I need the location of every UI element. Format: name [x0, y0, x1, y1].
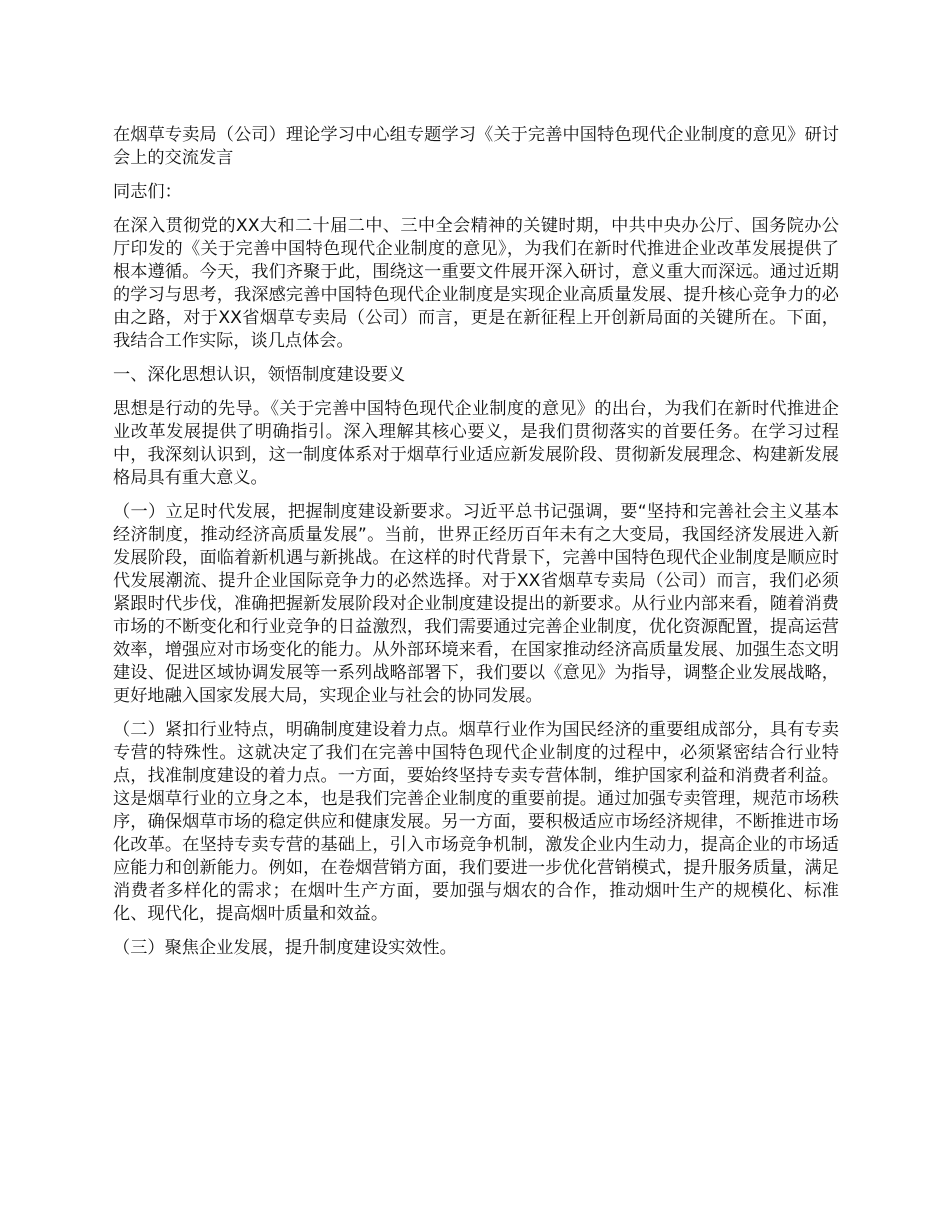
- paragraph-section-1: 思想是行动的先导。《关于完善中国特色现代企业制度的意见》的出台，为我们在新时代推进企业改革发展提供了明确指引。深入理解其核心要义，是我们贯彻落实的首要任务。在学习过程中，我深刻认识到，这一制度体系对于烟草行业适应新发展阶段、贯彻新发展理念、构建新发展格局具有重大意义。: [113, 399, 839, 488]
- paragraph-subsection-1: （一）立足时代发展，把握制度建设新要求。习近平总书记强调，要“坚持和完善社会主义基本经济制度，推动经济高质量发展”。当前，世界正经历百年未有之大变局，我国经济发展进入新发展阶段，面临着新机遇与新挑战。在这样的时代背景下，完善中国特色现代企业制度是顺应时代发展潮流、提升企业国际竞争力的必然选择。对于XX省烟草专卖局（公司）而言，我们必须紧跟时代步伐，准确把握新发展阶段对企业制度建设提出的新要求。从行业内部来看，随着消费市场的不断变化和行业竞争的日益激烈，我们需要通过完善企业制度，优化资源配置，提高运营效率，增强应对市场变化的能力。从外部环境来看，在国家推动经济高质量发展、加强生态文明建设、促进区域协调发展等一系列战略部署下，我们要以《意见》为指导，调整企业发展战略，更好地融入国家发展大局，实现企业与社会的协同发展。: [113, 502, 839, 706]
- paragraph-subsection-3: （三）聚焦企业发展，提升制度建设实效性。: [113, 938, 457, 958]
- paragraph-intro: 在深入贯彻党的XX大和二十届二中、三中全会精神的关键时期，中共中央办公厅、国务院办公厅印发的《关于完善中国特色现代企业制度的意见》，为我们在新时代推进企业改革发展提供了根本遵循。今天，我们齐聚于此，围绕这一重要文件展开深入研讨，意义重大而深远。通过近期的学习与思考，我深感完善中国特色现代企业制度是实现企业高质量发展、提升核心竞争力的必由之路，对于XX省烟草专卖局（公司）而言，更是在新征程上开创新局面的关键所在。下面，我结合工作实际，谈几点体会。: [113, 216, 839, 351]
- paragraph-subsection-2: （二）紧扣行业特点，明确制度建设着力点。烟草行业作为国民经济的重要组成部分，具有专卖专营的特殊性。这就决定了我们在完善中国特色现代企业制度的过程中，必须紧密结合行业特点，找准制度建设的着力点。一方面，要始终坚持专卖专营体制，维护国家利益和消费者利益。这是烟草行业的立身之本，也是我们完善企业制度的重要前提。通过加强专卖管理，规范市场秩序，确保烟草市场的稳定供应和健康发展。另一方面，要积极适应市场经济规律，不断推进市场化改革。在坚持专卖专营的基础上，引入市场竞争机制，激发企业内生动力，提高企业的市场适应能力和创新能力。例如，在卷烟营销方面，我们要进一步优化营销模式，提升服务质量，满足消费者多样化的需求；在烟叶生产方面，要加强与烟农的合作，推动烟叶生产的规模化、标准化、现代化，提高烟叶质量和效益。: [113, 720, 839, 924]
- document-body: [113, 124, 839, 971]
- document-title: 在烟草专卖局（公司）理论学习中心组专题学习《关于完善中国特色现代企业制度的意见》研讨会上的交流发言: [113, 125, 839, 168]
- section-heading-1: 一、深化思想认识，领悟制度建设要义: [113, 365, 406, 385]
- salutation: 同志们：: [113, 182, 182, 202]
